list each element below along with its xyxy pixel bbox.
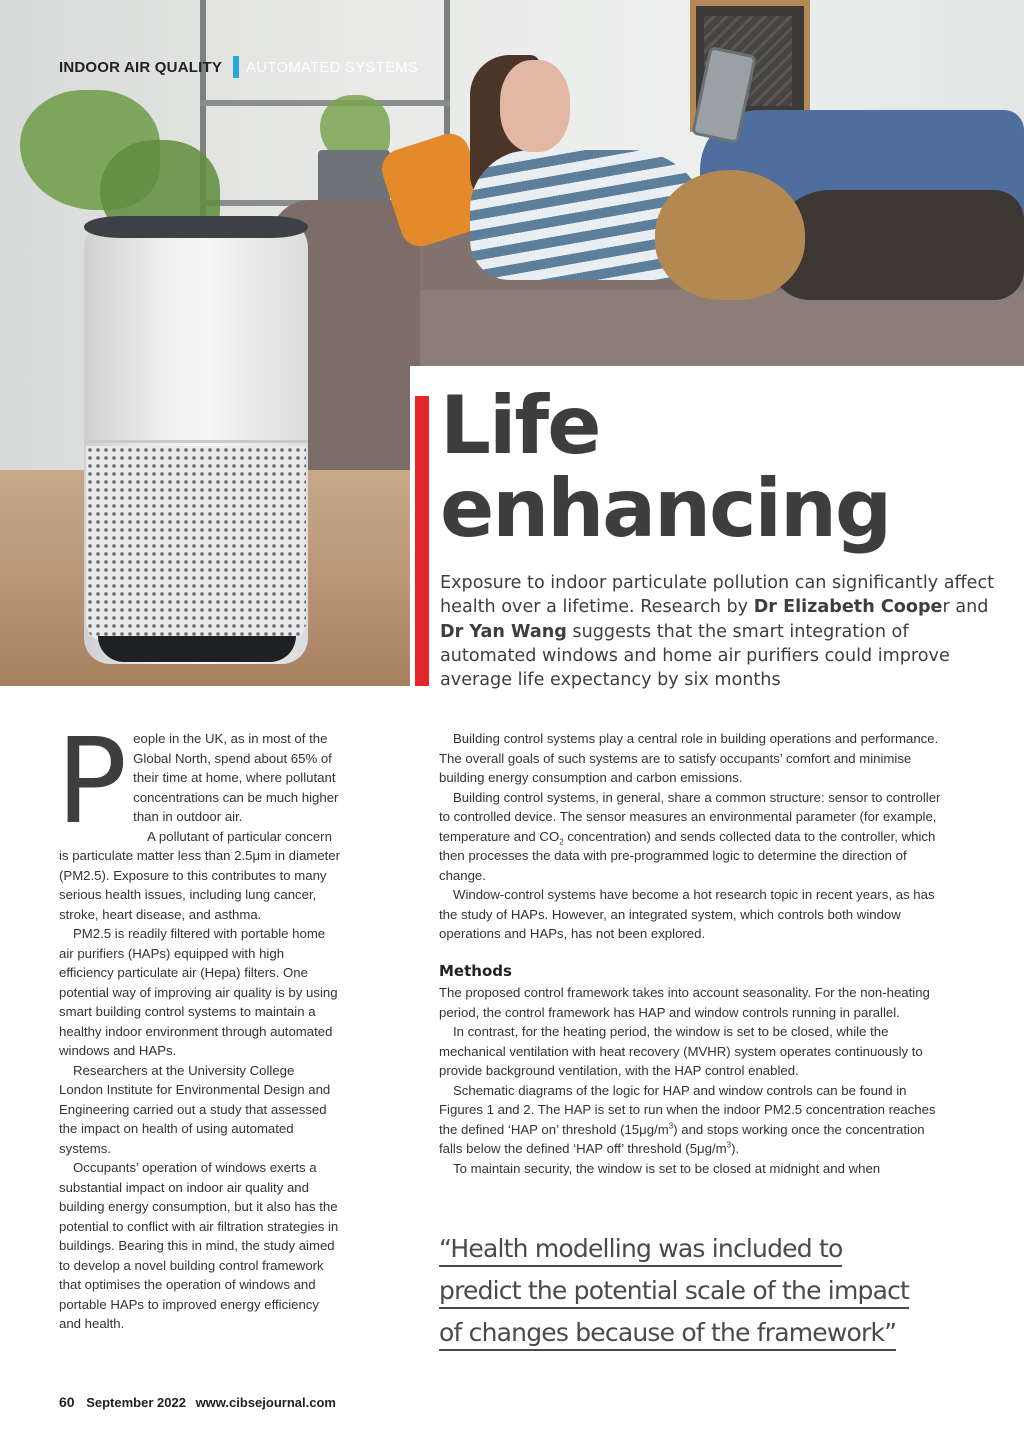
body-paragraph: Window-control systems have become a hot research topic in recent years, as has the study of HAPs. However, an integrated system, which controls both window operations and HAPs, has not been explored.: [439, 887, 935, 941]
body-text: Schematic diagrams of the logic for HAP and window controls can be found in Figures 1 and 2. The HAP is set to run when the indoor PM2.5 concentration reaches the defined ‘HAP on’ threshold (15μg/m: [439, 1082, 936, 1137]
section-header: [59, 56, 418, 78]
body-paragraph: The proposed control framework takes into account seasonality. For the non-heating period, the control framework has HAP and window controls running in parallel.: [439, 985, 930, 1020]
pull-quote: [439, 1228, 959, 1354]
methods-heading: Methods: [439, 961, 512, 980]
photo-dog-body: [770, 190, 1024, 300]
body-paragraph: Occupants’ operation of windows exerts a substantial impact on indoor air quality and building energy consumption, but it also has the potential to conflict with air filtration strategies in buildings. Bearing this in mind, the study aimed to develop a novel building control framework that optimises the operation of windows and portable HAPs to improved energy efficiency and health.: [59, 1160, 339, 1331]
section-secondary: AUTOMATED SYSTEMS: [246, 58, 419, 76]
section-divider: [233, 56, 239, 78]
superscript: 3: [668, 1121, 674, 1131]
body-paragraph: [439, 1081, 949, 1159]
subscript: 2: [559, 837, 564, 847]
headline-line-2: enhancing: [440, 462, 891, 555]
issue-date: September 2022: [86, 1395, 186, 1410]
photo-pot: [318, 150, 390, 206]
drop-cap: P: [56, 712, 128, 850]
standfirst-text: r: [942, 597, 950, 618]
author-name: Dr Yan Wang: [440, 621, 567, 642]
superscript: 3: [726, 1140, 732, 1150]
standfirst-text: and: [949, 597, 989, 618]
body-paragraph: [439, 788, 949, 886]
photo-woman-head: [500, 60, 570, 152]
section-primary: INDOOR AIR QUALITY: [59, 58, 223, 76]
headline: [440, 379, 1000, 555]
standfirst-text: Exposure to indoor particulate pollution can significantly affect health over a lifetime. Research by: [440, 573, 995, 618]
body-column-left: [56, 712, 341, 1334]
body-text: ) and stops working once the concentration falls below the defined ‘HAP off’ threshold (5μg/m: [439, 1121, 925, 1156]
body-paragraph: To maintain security, the window is set to be closed at midnight and when: [453, 1160, 881, 1176]
body-paragraph: PM2.5 is readily filtered with portable home air purifiers (HAPs) equipped with high efficiency particulate air (Hepa) filters. One potential way of improving air quality is by using smart building control systems to maintain a healthy indoor environment through automated windows and HAPs.: [59, 926, 338, 1058]
body-paragraph: eople in the UK, as in most of the Global North, spend about 65% of their time at home, where pollutant concentrations can be much higher than in outdoor air.: [133, 731, 339, 824]
pull-quote-line: predict the potential scale of the impact: [439, 1276, 909, 1309]
pull-quote-line: of changes because of the framework”: [439, 1318, 896, 1351]
author-name: Dr Elizabeth Coope: [753, 597, 943, 618]
photo-air-purifier-top: [84, 216, 308, 238]
body-text: Building control systems, in general, share a common structure: sensor to controller to controlled device. The sensor measures an environmental parameter (for example, temperature and CO: [439, 789, 941, 844]
body-paragraph: A pollutant of particular concern is particulate matter less than 2.5μm in diameter (PM2.5). Exposure to this contributes to many serious health issues, including lung cancer, stroke, heart disease, and asthma.: [59, 828, 340, 922]
photo-air-purifier-base: [98, 636, 296, 662]
title-accent-bar: [415, 396, 429, 686]
photo-dog: [655, 170, 805, 300]
standfirst-text: suggests that the smart integration of automated windows and home air purifiers could improve average life expectancy by six months: [440, 621, 950, 691]
body-text: ).: [731, 1141, 740, 1156]
page-footer: [59, 1394, 336, 1410]
body-text: concentration) and sends collected data to the controller, which then processes the data with pre-programmed logic to determine the direction of change.: [439, 828, 936, 883]
body-paragraph: Researchers at the University College London Institute for Environmental Design and Engineering carried out a study that assessed the impact on health of using automated systems.: [59, 1062, 331, 1156]
photo-air-purifier-seam: [84, 440, 308, 443]
page-number: 60: [59, 1394, 75, 1410]
body-paragraph: In contrast, for the heating period, the window is set to be closed, while the mechanical ventilation with heat recovery (MVHR) system operates continuously to provide background ventilation, with the HAP control enabled.: [439, 1024, 923, 1078]
website-link[interactable]: www.cibsejournal.com: [195, 1395, 336, 1410]
standfirst: [440, 571, 1000, 692]
pull-quote-line: “Health modelling was included to: [439, 1234, 842, 1267]
headline-line-1: Life: [440, 379, 600, 472]
body-paragraph: Building control systems play a central role in building operations and performance. The overall goals of such systems are to satisfy occupants’ comfort and minimise building energy consumption and carbon emissions.: [439, 731, 939, 785]
body-column-right: [439, 729, 949, 1178]
photo-air-purifier-grill: [86, 446, 306, 642]
